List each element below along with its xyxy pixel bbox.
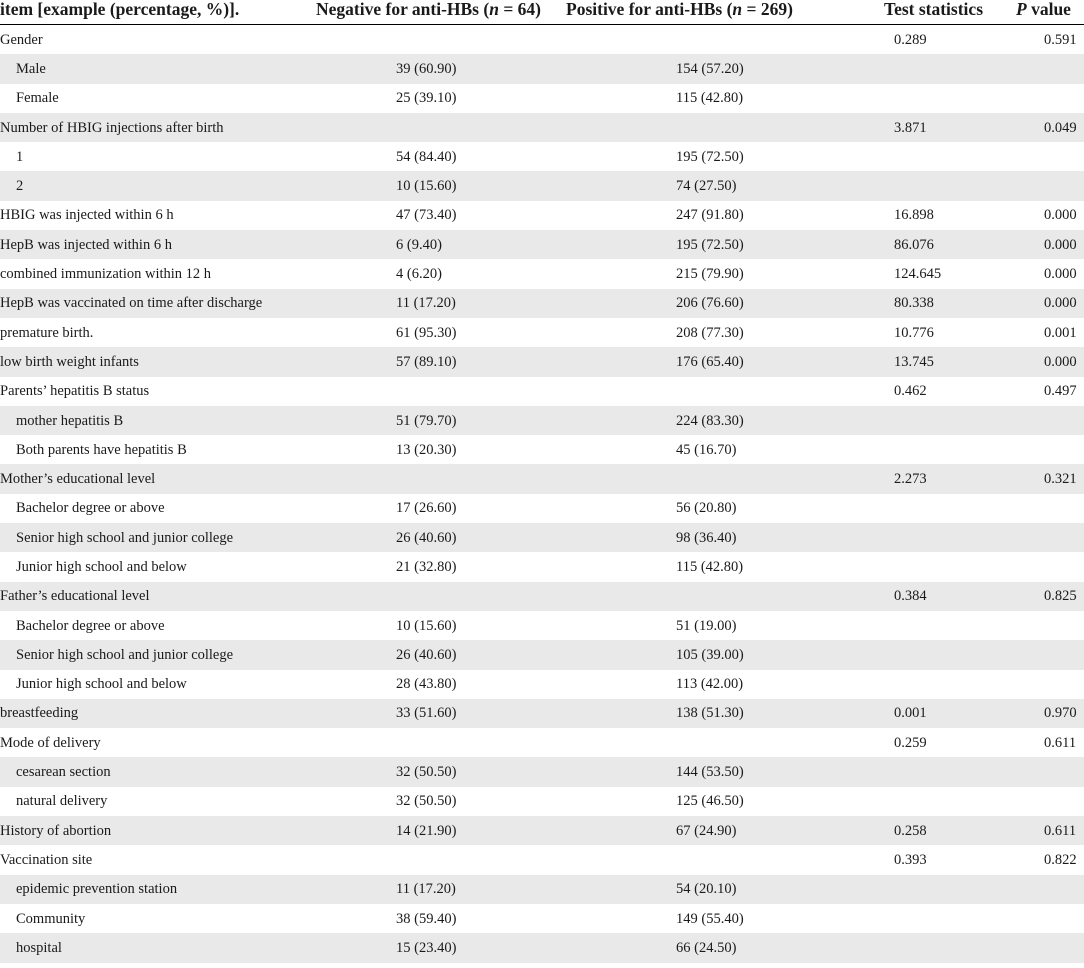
table-row xyxy=(0,259,1084,288)
cell-negative: 15 (23.40) xyxy=(312,933,564,962)
cell-test-statistic xyxy=(864,523,976,552)
cell-negative: 51 (79.70) xyxy=(312,406,564,435)
cell-negative: 54 (84.40) xyxy=(396,148,457,165)
cell-test-statistic xyxy=(864,552,976,581)
cell-test-statistic xyxy=(864,787,976,816)
header-p-value: P value xyxy=(1016,0,1071,19)
cell-positive: 56 (20.80) xyxy=(676,500,737,517)
cell-negative: 6 (9.40) xyxy=(312,230,564,259)
cell-negative: 25 (39.10) xyxy=(396,90,457,107)
cell-p-value: 0.825 xyxy=(976,582,1084,611)
cell-p-value: 0.970 xyxy=(976,699,1084,728)
cell-p-value: 0.000 xyxy=(976,347,1084,376)
cell-item: Gender xyxy=(0,31,43,48)
cell-item: Bachelor degree or above xyxy=(16,617,165,634)
cell-p-value: 0.000 xyxy=(1044,207,1077,224)
cell-item: Male xyxy=(0,54,312,83)
cell-item: mother hepatitis B xyxy=(0,406,312,435)
cell-positive: 138 (51.30) xyxy=(564,699,864,728)
cell-item: hospital xyxy=(0,933,312,962)
cell-negative: 38 (59.40) xyxy=(396,910,457,927)
header-item: item [example (percentage, %)]. xyxy=(0,0,240,19)
cell-item: Female xyxy=(16,90,59,107)
table-row xyxy=(0,494,1084,523)
cell-positive: 66 (24.50) xyxy=(564,933,864,962)
cell-item: 2 xyxy=(0,171,312,200)
table-row xyxy=(0,845,1084,874)
cell-item: Bachelor degree or above xyxy=(16,500,165,517)
cell-positive: 176 (65.40) xyxy=(564,347,864,376)
cell-p-value xyxy=(976,142,1084,171)
cell-p-value: 0.611 xyxy=(1044,734,1077,751)
cell-positive: 54 (20.10) xyxy=(564,875,864,904)
cell-positive xyxy=(564,845,864,874)
cell-test-statistic xyxy=(864,406,976,435)
cell-positive xyxy=(564,25,864,55)
table-row xyxy=(0,582,1084,611)
cell-negative: 32 (50.50) xyxy=(312,757,564,786)
table-row xyxy=(0,523,1084,552)
cell-p-value: 0.001 xyxy=(1044,324,1077,341)
cell-test-statistic xyxy=(864,875,976,904)
cell-positive xyxy=(564,113,864,142)
cell-p-value: 0.822 xyxy=(1044,851,1077,868)
cell-positive: 125 (46.50) xyxy=(676,793,744,810)
cell-test-statistic xyxy=(864,171,976,200)
cell-positive: 45 (16.70) xyxy=(676,441,737,458)
cell-positive xyxy=(564,582,864,611)
cell-test-statistic: 16.898 xyxy=(894,207,934,224)
table-row xyxy=(0,201,1084,230)
cell-item: Mother’s educational level xyxy=(0,464,312,493)
cell-negative xyxy=(312,728,564,757)
cell-test-statistic xyxy=(864,435,976,464)
cell-test-statistic: 0.393 xyxy=(894,851,927,868)
table-row xyxy=(0,757,1084,786)
header-positive: Positive for anti-HBs (n = 269) xyxy=(566,0,793,19)
cell-test-statistic xyxy=(864,494,976,523)
cell-item: 1 xyxy=(16,148,24,165)
table-row xyxy=(0,875,1084,904)
cell-test-statistic: 13.745 xyxy=(864,347,976,376)
cell-negative: 39 (60.90) xyxy=(312,54,564,83)
cell-item: combined immunization within 12 h xyxy=(0,266,212,283)
cell-item: Both parents have hepatitis B xyxy=(16,441,187,458)
cell-p-value: 0.321 xyxy=(976,464,1084,493)
cell-p-value: 0.000 xyxy=(976,289,1084,318)
table-row xyxy=(0,25,1084,55)
cell-test-statistic xyxy=(864,54,976,83)
table-row xyxy=(0,552,1084,581)
cell-positive: 206 (76.60) xyxy=(564,289,864,318)
cell-positive: 224 (83.30) xyxy=(564,406,864,435)
cell-negative: 11 (17.20) xyxy=(312,875,564,904)
cell-test-statistic xyxy=(864,904,976,933)
cell-p-value xyxy=(976,875,1084,904)
table-body xyxy=(0,25,1084,963)
cell-item: Mode of delivery xyxy=(0,734,101,751)
cell-item: HBIG was injected within 6 h xyxy=(0,207,174,224)
cell-item: Junior high school and below xyxy=(16,558,187,575)
cell-negative xyxy=(312,377,564,406)
cell-negative: 32 (50.50) xyxy=(396,793,457,810)
cell-test-statistic: 0.258 xyxy=(864,816,976,845)
header-row xyxy=(0,0,1084,25)
table-row xyxy=(0,171,1084,200)
cell-p-value xyxy=(976,757,1084,786)
cell-test-statistic: 0.384 xyxy=(864,582,976,611)
cell-positive xyxy=(564,377,864,406)
cell-item: Senior high school and junior college xyxy=(0,640,312,669)
table-row xyxy=(0,699,1084,728)
cell-negative xyxy=(312,582,564,611)
cell-test-statistic: 124.645 xyxy=(894,266,942,283)
table-row xyxy=(0,230,1084,259)
cell-positive: 74 (27.50) xyxy=(564,171,864,200)
cell-item: Number of HBIG injections after birth xyxy=(0,113,312,142)
cell-negative: 28 (43.80) xyxy=(396,676,457,693)
cell-negative: 10 (15.60) xyxy=(396,617,457,634)
cell-item: History of abortion xyxy=(0,816,312,845)
cell-item: breastfeeding xyxy=(0,699,312,728)
table-row xyxy=(0,84,1084,113)
cell-p-value xyxy=(976,787,1084,816)
cell-negative xyxy=(312,464,564,493)
cell-test-statistic xyxy=(864,933,976,962)
cell-negative: 14 (21.90) xyxy=(312,816,564,845)
cell-positive: 105 (39.00) xyxy=(564,640,864,669)
cell-p-value xyxy=(976,84,1084,113)
table-row xyxy=(0,670,1084,699)
cell-negative: 11 (17.20) xyxy=(312,289,564,318)
cell-p-value: 0.611 xyxy=(976,816,1084,845)
cell-positive: 149 (55.40) xyxy=(676,910,744,927)
cell-test-statistic: 3.871 xyxy=(864,113,976,142)
cell-positive: 195 (72.50) xyxy=(564,230,864,259)
cell-negative xyxy=(312,113,564,142)
cell-positive: 98 (36.40) xyxy=(564,523,864,552)
cell-item: epidemic prevention station xyxy=(0,875,312,904)
cell-positive xyxy=(564,728,864,757)
table-row xyxy=(0,933,1084,962)
cell-test-statistic: 0.001 xyxy=(864,699,976,728)
cell-negative: 61 (95.30) xyxy=(396,324,457,341)
cell-p-value xyxy=(976,640,1084,669)
cell-p-value: 0.000 xyxy=(976,230,1084,259)
cell-p-value xyxy=(976,611,1084,640)
table-row xyxy=(0,113,1084,142)
table-row xyxy=(0,640,1084,669)
cell-item: Junior high school and below xyxy=(16,676,187,693)
cell-p-value xyxy=(976,406,1084,435)
cell-positive: 51 (19.00) xyxy=(676,617,737,634)
cell-positive: 144 (53.50) xyxy=(564,757,864,786)
cell-test-statistic xyxy=(864,142,976,171)
cell-p-value: 0.497 xyxy=(1044,383,1077,400)
cell-negative: 47 (73.40) xyxy=(396,207,457,224)
cell-p-value xyxy=(976,552,1084,581)
table-row xyxy=(0,142,1084,171)
table-row xyxy=(0,435,1084,464)
table-row xyxy=(0,904,1084,933)
cell-test-statistic xyxy=(864,640,976,669)
cell-p-value xyxy=(976,494,1084,523)
cell-item: Vaccination site xyxy=(0,851,93,868)
table-row xyxy=(0,318,1084,347)
cell-test-statistic xyxy=(864,757,976,786)
header-negative: Negative for anti-HBs (n = 64) xyxy=(316,0,541,19)
cell-p-value xyxy=(976,933,1084,962)
cell-p-value xyxy=(976,54,1084,83)
cell-test-statistic: 80.338 xyxy=(864,289,976,318)
cell-positive: 67 (24.90) xyxy=(564,816,864,845)
cell-item: premature birth. xyxy=(0,324,94,341)
cell-item: Community xyxy=(16,910,86,927)
table-header xyxy=(0,0,1084,25)
cell-test-statistic: 0.462 xyxy=(894,383,927,400)
cell-negative xyxy=(312,25,564,55)
cell-positive: 247 (91.80) xyxy=(676,207,744,224)
cell-negative: 26 (40.60) xyxy=(312,523,564,552)
cell-positive: 113 (42.00) xyxy=(676,676,744,693)
cell-test-statistic xyxy=(864,670,976,699)
cell-positive: 115 (42.80) xyxy=(676,558,744,575)
cell-negative: 33 (51.60) xyxy=(312,699,564,728)
cell-item: Father’s educational level xyxy=(0,582,312,611)
cell-test-statistic: 2.273 xyxy=(864,464,976,493)
table-row xyxy=(0,787,1084,816)
cell-positive xyxy=(564,464,864,493)
cell-item: low birth weight infants xyxy=(0,347,312,376)
cell-negative: 4 (6.20) xyxy=(396,266,442,283)
cell-negative: 13 (20.30) xyxy=(396,441,457,458)
cell-item: cesarean section xyxy=(0,757,312,786)
cell-test-statistic: 0.289 xyxy=(894,31,927,48)
cell-p-value: 0.000 xyxy=(1044,266,1077,283)
cell-test-statistic: 86.076 xyxy=(864,230,976,259)
cell-test-statistic: 10.776 xyxy=(894,324,934,341)
table-row xyxy=(0,347,1084,376)
table-row xyxy=(0,289,1084,318)
cell-negative xyxy=(312,845,564,874)
cell-item: HepB was injected within 6 h xyxy=(0,230,312,259)
cell-p-value xyxy=(976,523,1084,552)
cell-negative: 26 (40.60) xyxy=(312,640,564,669)
cell-p-value: 0.591 xyxy=(1044,31,1077,48)
cell-p-value xyxy=(976,435,1084,464)
cell-item: Senior high school and junior college xyxy=(0,523,312,552)
cell-p-value xyxy=(976,670,1084,699)
table-row xyxy=(0,406,1084,435)
cell-test-statistic xyxy=(864,84,976,113)
cell-item: Parents’ hepatitis B status xyxy=(0,383,150,400)
cell-positive: 154 (57.20) xyxy=(564,54,864,83)
cell-positive: 215 (79.90) xyxy=(676,266,744,283)
cell-positive: 115 (42.80) xyxy=(676,90,744,107)
cell-positive: 195 (72.50) xyxy=(676,148,744,165)
table-row xyxy=(0,611,1084,640)
cell-test-statistic xyxy=(864,611,976,640)
table-row xyxy=(0,54,1084,83)
header-test-statistics: Test statistics xyxy=(884,0,984,19)
cell-p-value: 0.049 xyxy=(976,113,1084,142)
cell-item: HepB was vaccinated on time after discharge xyxy=(0,289,312,318)
table-row xyxy=(0,377,1084,406)
cell-item: natural delivery xyxy=(16,793,108,810)
cell-negative: 17 (26.60) xyxy=(396,500,457,517)
cell-p-value xyxy=(976,904,1084,933)
cell-negative: 10 (15.60) xyxy=(312,171,564,200)
table-row xyxy=(0,728,1084,757)
cell-negative: 57 (89.10) xyxy=(312,347,564,376)
table-row xyxy=(0,464,1084,493)
cell-positive: 208 (77.30) xyxy=(676,324,744,341)
table-row xyxy=(0,816,1084,845)
cell-negative: 21 (32.80) xyxy=(396,558,457,575)
cell-p-value xyxy=(976,171,1084,200)
cell-test-statistic: 0.259 xyxy=(894,734,927,751)
